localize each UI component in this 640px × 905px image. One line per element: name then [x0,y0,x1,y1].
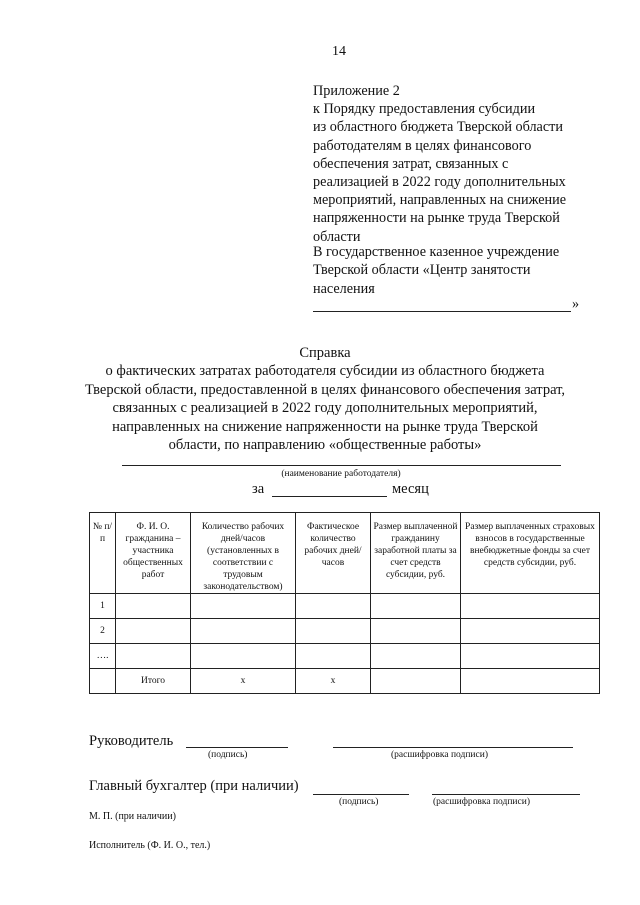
recipient-fill-line [313,311,571,312]
period-fill-line [272,496,387,497]
table-cell [296,619,371,644]
table-cell [461,594,600,619]
accountant-signature-line [313,794,409,795]
recipient-line: В государственное казенное учреждение [313,244,560,260]
table-cell: 2 [90,619,116,644]
accountant-decode-caption: (расшифровка подписи) [433,797,530,807]
table-cell [371,669,461,694]
head-decode-line [333,747,573,748]
table-row [90,594,600,619]
header-cell: Размер выплаченных страховых взносов в государственные внебюджетные фонды за счет средств субсидии, руб. [461,513,600,594]
title-line: направленных на снижение напряженности на рынке труда Тверской [112,418,538,435]
page-number: 14 [332,44,346,59]
annex-header [313,82,603,246]
table-cell [296,644,371,669]
head-decode-caption: (расшифровка подписи) [391,750,488,760]
table-cell [116,644,191,669]
title-line: связанных с реализацией в 2022 году дополнительных мероприятий, [112,400,538,417]
table-cell [191,594,296,619]
table-cell: …. [90,644,116,669]
annex-line: реализацией в 2022 году дополнительных [313,174,566,191]
annex-line: из областного бюджета Тверской области [313,119,563,136]
header-cell: № п/п [90,513,116,594]
report-table [89,512,600,694]
employer-caption: (наименование работодателя) [281,469,401,479]
accountant-label: Главный бухгалтер (при наличии) [89,778,299,794]
table-cell: х [296,669,371,694]
title-line: о фактических затратах работодателя субсидии из областного бюджета [105,363,545,380]
header-cell: Количество рабочих дней/часов (установленных в соответствии с трудовым законодательством) [191,513,296,594]
executor-note: Исполнитель (Ф. И. О., тел.) [89,840,211,851]
table-row [90,619,600,644]
annex-line: напряженности на рынке труда Тверской [313,210,560,227]
table-cell [461,619,600,644]
table-cell: Итого [116,669,191,694]
head-label: Руководитель [89,733,174,749]
annex-line: работодателям в целях финансового [313,137,532,154]
table-header-row [90,513,600,594]
recipient-closing-quote: » [572,296,580,312]
document-title [0,344,640,454]
table-cell: х [191,669,296,694]
period-prefix: за [252,481,265,497]
table-cell [191,644,296,669]
table-cell [371,594,461,619]
table-cell [90,669,116,694]
table-row [90,644,600,669]
table-cell [296,594,371,619]
annex-line: обеспечения затрат, связанных с [313,155,509,172]
head-signature-line [186,747,288,748]
head-signature-caption: (подпись) [208,750,248,760]
table-cell [116,619,191,644]
period-suffix: месяц [392,481,429,497]
stamp-note: М. П. (при наличии) [89,811,176,822]
recipient-block [313,243,613,298]
table-cell [461,644,600,669]
title-line: Справка [299,345,351,361]
table-cell [191,619,296,644]
accountant-decode-line [432,794,580,795]
annex-line: мероприятий, направленных на снижение [313,192,566,209]
table-total-row [90,669,600,694]
title-line: Тверской области, предоставленной в целях финансового обеспечения затрат, [84,381,566,398]
table-cell [461,669,600,694]
header-cell: Ф. И. О. гражданина – участника общественных работ [116,513,191,594]
table-cell [371,619,461,644]
employer-fill-line [122,465,561,466]
table-cell: 1 [90,594,116,619]
recipient-line: населения [313,280,375,297]
title-line: области, по направлению «общественные работы» [168,437,482,454]
annex-line: области [313,228,361,245]
table-cell [116,594,191,619]
header-cell: Размер выплаченной гражданину заработной платы за счет средств субсидии, руб. [371,513,461,594]
accountant-signature-caption: (подпись) [339,797,379,807]
annex-line: Приложение 2 [313,83,400,99]
recipient-line: Тверской области «Центр занятости [313,262,531,279]
header-cell: Фактическое количество рабочих дней/часов [296,513,371,594]
table-cell [371,644,461,669]
annex-line: к Порядку предоставления субсидии [313,101,536,118]
